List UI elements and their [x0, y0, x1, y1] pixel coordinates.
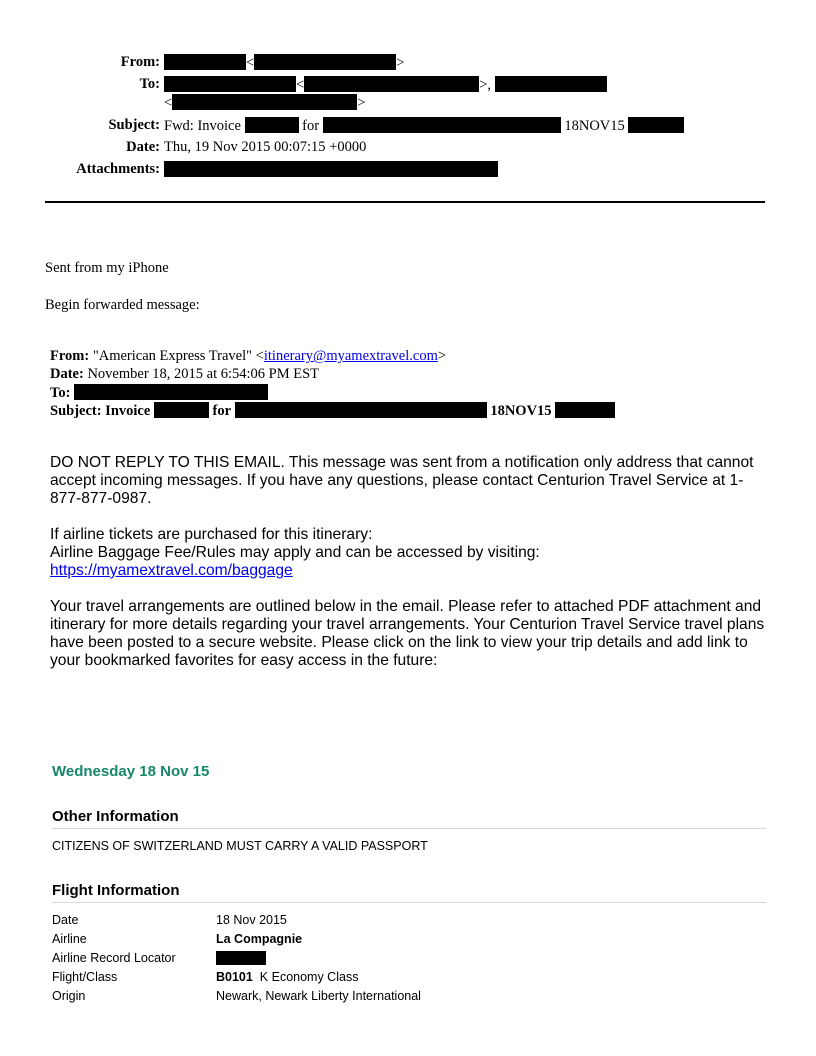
redacted-block	[154, 402, 209, 418]
begin-forwarded-text: Begin forwarded message:	[45, 297, 200, 313]
redacted-block	[164, 54, 246, 70]
redacted-block	[628, 117, 684, 133]
arrangements-paragraph: Your travel arrangements are outlined below in the email. Please refer to attached PDF attachment and itinerary for more details regarding your travel arrangements. Your Centurion Travel Service travel plans have been posted to a secure website. Please click on the link to view your trip details and add link to your bookmarked favorites for easy access in the future:	[50, 598, 765, 669]
flight-number: B0101	[216, 970, 253, 984]
date-value: Thu, 19 Nov 2015 00:07:15 +0000	[164, 139, 367, 155]
flight-row-label: Airline Record Locator	[52, 951, 176, 965]
flight-info-rule	[52, 902, 766, 903]
redacted-block	[74, 384, 268, 400]
origin-value: Newark, Newark Liberty International	[216, 989, 421, 1003]
flight-class-value	[216, 970, 358, 984]
to-label: To:	[139, 76, 160, 92]
locator-value	[216, 951, 266, 965]
airline-value: La Compagnie	[216, 932, 303, 946]
to-value: < >,	[164, 76, 607, 94]
redacted-block	[216, 951, 266, 965]
flight-date-value: 18 Nov 2015	[216, 913, 287, 927]
redacted-block	[235, 402, 487, 418]
subject-label: Subject:	[108, 117, 160, 133]
redacted-block	[323, 117, 561, 133]
redacted-block	[245, 117, 299, 133]
date-label: Date:	[126, 139, 160, 155]
class-text: K Economy Class	[259, 970, 359, 984]
to-value-cont: < >	[164, 95, 366, 111]
other-info-text: CITIZENS OF SWITZERLAND MUST CARRY A VALID PASSPORT	[52, 839, 428, 853]
fwd-subject-line: Subject: Invoice for 18NOV15	[50, 402, 615, 420]
flight-row-label: Origin	[52, 989, 86, 1003]
fwd-from-email-link[interactable]: itinerary@myamextravel.com	[263, 348, 438, 364]
attachments-label: Attachments:	[76, 161, 160, 177]
attachments-value[interactable]	[164, 161, 498, 179]
header-divider	[45, 201, 765, 203]
redacted-block	[495, 76, 607, 92]
redacted-block	[304, 76, 479, 92]
fwd-to-line: To:	[50, 384, 268, 402]
fwd-date-line: Date: November 18, 2015 at 6:54:06 PM EST	[50, 366, 320, 382]
redacted-block	[555, 402, 615, 418]
flight-row-label: Flight/Class	[52, 970, 118, 984]
fwd-from-line: From: "American Express Travel" <itinerary@myamextravel.com>	[50, 348, 447, 364]
day-heading: Wednesday 18 Nov 15	[52, 763, 210, 780]
other-info-rule	[52, 828, 766, 829]
flight-row-label: Date	[52, 913, 79, 927]
redacted-block	[254, 54, 396, 70]
flight-info-title: Flight Information	[52, 882, 180, 899]
sent-from-text: Sent from my iPhone	[45, 260, 169, 276]
from-label: From:	[120, 54, 160, 70]
baggage-paragraph	[50, 526, 770, 580]
baggage-link[interactable]: https://myamextravel.com/baggage	[50, 562, 293, 579]
other-info-title: Other Information	[52, 808, 179, 825]
subject-value: Fwd: Invoice for 18NOV15	[164, 117, 684, 135]
redacted-block	[172, 94, 357, 110]
from-value: < >	[164, 54, 404, 72]
notice-paragraph: DO NOT REPLY TO THIS EMAIL. This message was sent from a notification only address that cannot accept incoming messages. If you have any questions, please contact Centurion Travel Service at 1-877-877-0987.	[50, 454, 754, 507]
flight-row-label: Airline	[52, 932, 87, 946]
redacted-block	[164, 161, 498, 177]
baggage-line-1: If airline tickets are purchased for this itinerary:	[50, 526, 373, 543]
baggage-line-2: Airline Baggage Fee/Rules may apply and can be accessed by visiting:	[50, 544, 540, 561]
redacted-block	[164, 76, 296, 92]
